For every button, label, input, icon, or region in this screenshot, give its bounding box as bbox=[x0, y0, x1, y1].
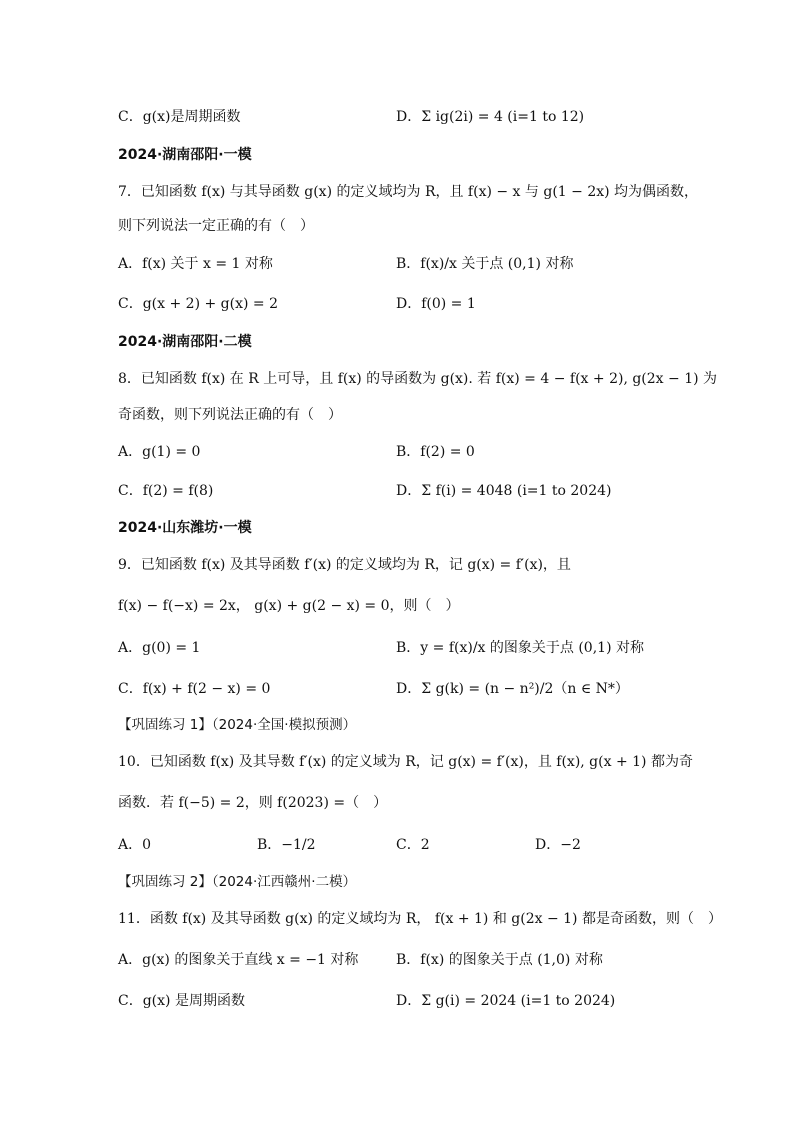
q8-option-c: C．f(2) = f(8) bbox=[118, 483, 214, 499]
q6-option-c: C．g(x)是周期函数 bbox=[118, 109, 241, 125]
q10-stem-line2: 函数．若 f(−5) = 2，则 f(2023) =（ ） bbox=[118, 795, 388, 811]
q10-option-a: A．0 bbox=[118, 837, 152, 853]
q11-option-b: B．f(x) 的图象关于点 (1,0) 对称 bbox=[396, 952, 603, 968]
q11-stem-line1: 11．函数 f(x) 及其导函数 g(x) 的定义域均为 R， f(x + 1) 和 g(2x − 1) 都是奇函数，则（ ） bbox=[118, 911, 722, 927]
q9-stem-line2: f(x) − f(−x) = 2x， g(x) + g(2 − x) = 0，则（ ） bbox=[118, 598, 460, 614]
q7-stem-line2: 则下列说法一定正确的有（ ） bbox=[118, 218, 314, 234]
q10-option-c: C．2 bbox=[396, 837, 430, 853]
source-heading-1: 2024·湖南邵阳·一模 bbox=[118, 147, 252, 163]
q8-option-b: B．f(2) = 0 bbox=[396, 444, 475, 460]
source-heading-2: 2024·湖南邵阳·二模 bbox=[118, 334, 252, 350]
source-heading-4: 【巩固练习 1】（2024·全国·模拟预测） bbox=[118, 717, 357, 733]
q7-stem-line1: 7．已知函数 f(x) 与其导函数 g(x) 的定义域均为 R，且 f(x) − x 与 g(1 − 2x) 均为偶函数， bbox=[118, 184, 699, 200]
q9-option-a: A．g(0) = 1 bbox=[118, 640, 201, 656]
q7-option-c: C．g(x + 2) + g(x) = 2 bbox=[118, 296, 278, 312]
q6-option-d: D．Σ ig(2i) = 4 (i=1 to 12) bbox=[396, 109, 585, 125]
q9-stem-line1: 9．已知函数 f(x) 及其导函数 f′(x) 的定义域均为 R，记 g(x) = f′(x)，且 bbox=[118, 557, 571, 573]
q10-stem-line1: 10．已知函数 f(x) 及其导数 f′(x) 的定义域为 R，记 g(x) = f′(x)，且 f(x), g(x + 1) 都为奇 bbox=[118, 754, 693, 770]
q10-option-b: B．−1/2 bbox=[257, 837, 316, 853]
q7-option-a: A．f(x) 关于 x = 1 对称 bbox=[118, 256, 273, 272]
q8-option-d: D．Σ f(i) = 4048 (i=1 to 2024) bbox=[396, 483, 612, 499]
q10-option-d: D．−2 bbox=[535, 837, 581, 853]
q9-option-d: D．Σ g(k) = (n − n²)/2（n ∈ N*） bbox=[396, 681, 629, 697]
q8-stem-line1: 8．已知函数 f(x) 在 R 上可导，且 f(x) 的导函数为 g(x). 若 f(x) = 4 − f(x + 2), g(2x − 1) 为 bbox=[118, 371, 718, 387]
q8-stem-line2: 奇函数，则下列说法正确的有（ ） bbox=[118, 407, 342, 423]
q11-option-d: D．Σ g(i) = 2024 (i=1 to 2024) bbox=[396, 993, 616, 1009]
q7-option-b: B．f(x)/x 关于点 (0,1) 对称 bbox=[396, 256, 574, 272]
q9-option-c: C．f(x) + f(2 − x) = 0 bbox=[118, 681, 271, 697]
q11-option-a: A．g(x) 的图象关于直线 x = −1 对称 bbox=[118, 952, 359, 968]
source-heading-5: 【巩固练习 2】（2024·江西赣州·二模） bbox=[118, 874, 357, 890]
q8-option-a: A．g(1) = 0 bbox=[118, 444, 201, 460]
q9-option-b: B．y = f(x)/x 的图象关于点 (0,1) 对称 bbox=[396, 640, 644, 656]
q11-option-c: C．g(x) 是周期函数 bbox=[118, 993, 245, 1009]
source-heading-3: 2024·山东潍坊·一模 bbox=[118, 520, 252, 536]
q7-option-d: D．f(0) = 1 bbox=[396, 296, 476, 312]
